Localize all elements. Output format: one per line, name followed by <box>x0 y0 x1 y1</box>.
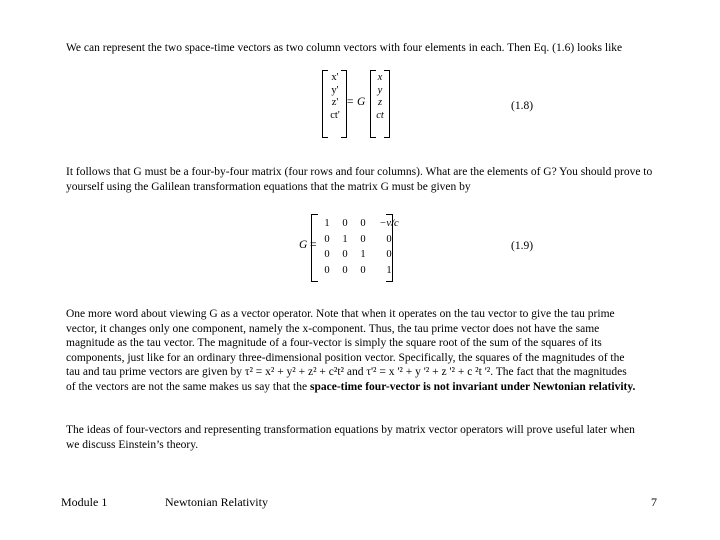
vector-element: x <box>377 72 383 83</box>
right-bracket-close <box>384 70 390 138</box>
footer-page-number: 7 <box>651 495 657 509</box>
text-line: vector, it changes only one component, namely the x-component. Thus, the tau prime vector does not have the same <box>66 322 600 335</box>
vector-element: y <box>377 84 383 96</box>
bold-conclusion: space-time four-vector is not invariant under Newtonian relativity. <box>309 380 636 393</box>
matrix-cell: 1 <box>386 264 392 276</box>
matrix-cell: 0 <box>324 233 330 245</box>
matrix-cell: 1 <box>360 249 366 260</box>
paragraph-matrix-intro: It follows that G must be a four-by-four matrix (four rows and four columns). What are the elements of G? You should prove to yourself using the Galilean transformation equations that the matrix G must be given by <box>66 166 653 193</box>
matrix-cell: 0 <box>342 264 348 276</box>
matrix-cell: 0 <box>342 218 348 229</box>
footer-title: Newtonian Relativity <box>165 495 268 509</box>
matrix-cell: 0 <box>386 249 392 260</box>
text-line-start: of the vectors are not the same makes us say that the <box>66 380 308 393</box>
matrix-bracket-open <box>311 214 318 282</box>
vector-element: z' <box>331 97 339 108</box>
matrix-cell: 0 <box>324 249 330 260</box>
matrix-cell: 1 <box>342 233 348 245</box>
matrix-cell: 0 <box>342 249 348 260</box>
vector-element: ct <box>376 109 384 121</box>
footer-module: Module 1 <box>61 495 108 509</box>
vector-element: x' <box>331 72 339 83</box>
matrix-cell: 0 <box>360 233 366 245</box>
vector-element: y' <box>331 84 339 96</box>
text-line: One more word about viewing G as a vector operator. Note that when it operates on the tau vector to give the tau prime <box>66 308 615 320</box>
matrix-cell: 0 <box>324 264 330 276</box>
matrix-lhs: G <box>299 239 308 251</box>
equals-sign: = <box>310 239 317 251</box>
equation-number: (1.8) <box>511 100 534 112</box>
matrix-bracket-close <box>386 214 393 282</box>
text-line: The ideas of four-vectors and representing transformation equations by matrix vector operators will prove useful later when <box>66 424 635 436</box>
equals-sign: = <box>347 96 354 108</box>
operator-g: G <box>357 96 366 108</box>
equation-number: (1.9) <box>511 240 534 252</box>
text-line: we discuss Einstein’s theory. <box>66 438 199 451</box>
vector-element: ct' <box>330 109 340 121</box>
matrix-cell: 1 <box>324 218 330 229</box>
text-line: tau and tau prime vectors are given by τ² = x² + y² + z² + c²t² and τ'² = x '² + y '² + z '² + c ²t '². The fact that the magnitudes <box>66 366 627 378</box>
text-line: magnitude as the tau vector. The magnitude of a four-vector is simply the square root of the sum of the squares of its <box>66 337 602 349</box>
vector-element: z <box>377 97 383 108</box>
matrix-cell: 0 <box>386 233 392 245</box>
text-line: components, just like for an ordinary three-dimensional position vector. Specifically, the squares of the magnitudes of the <box>66 351 625 364</box>
intro-text: We can represent the two space-time vectors as two column vectors with four elements in each. Then Eq. (1.6) looks like <box>66 42 623 54</box>
matrix-cell: 0 <box>360 218 366 229</box>
matrix-cell: −v/c <box>379 218 399 229</box>
text-line <box>66 380 635 394</box>
matrix-cell: 0 <box>360 264 366 276</box>
